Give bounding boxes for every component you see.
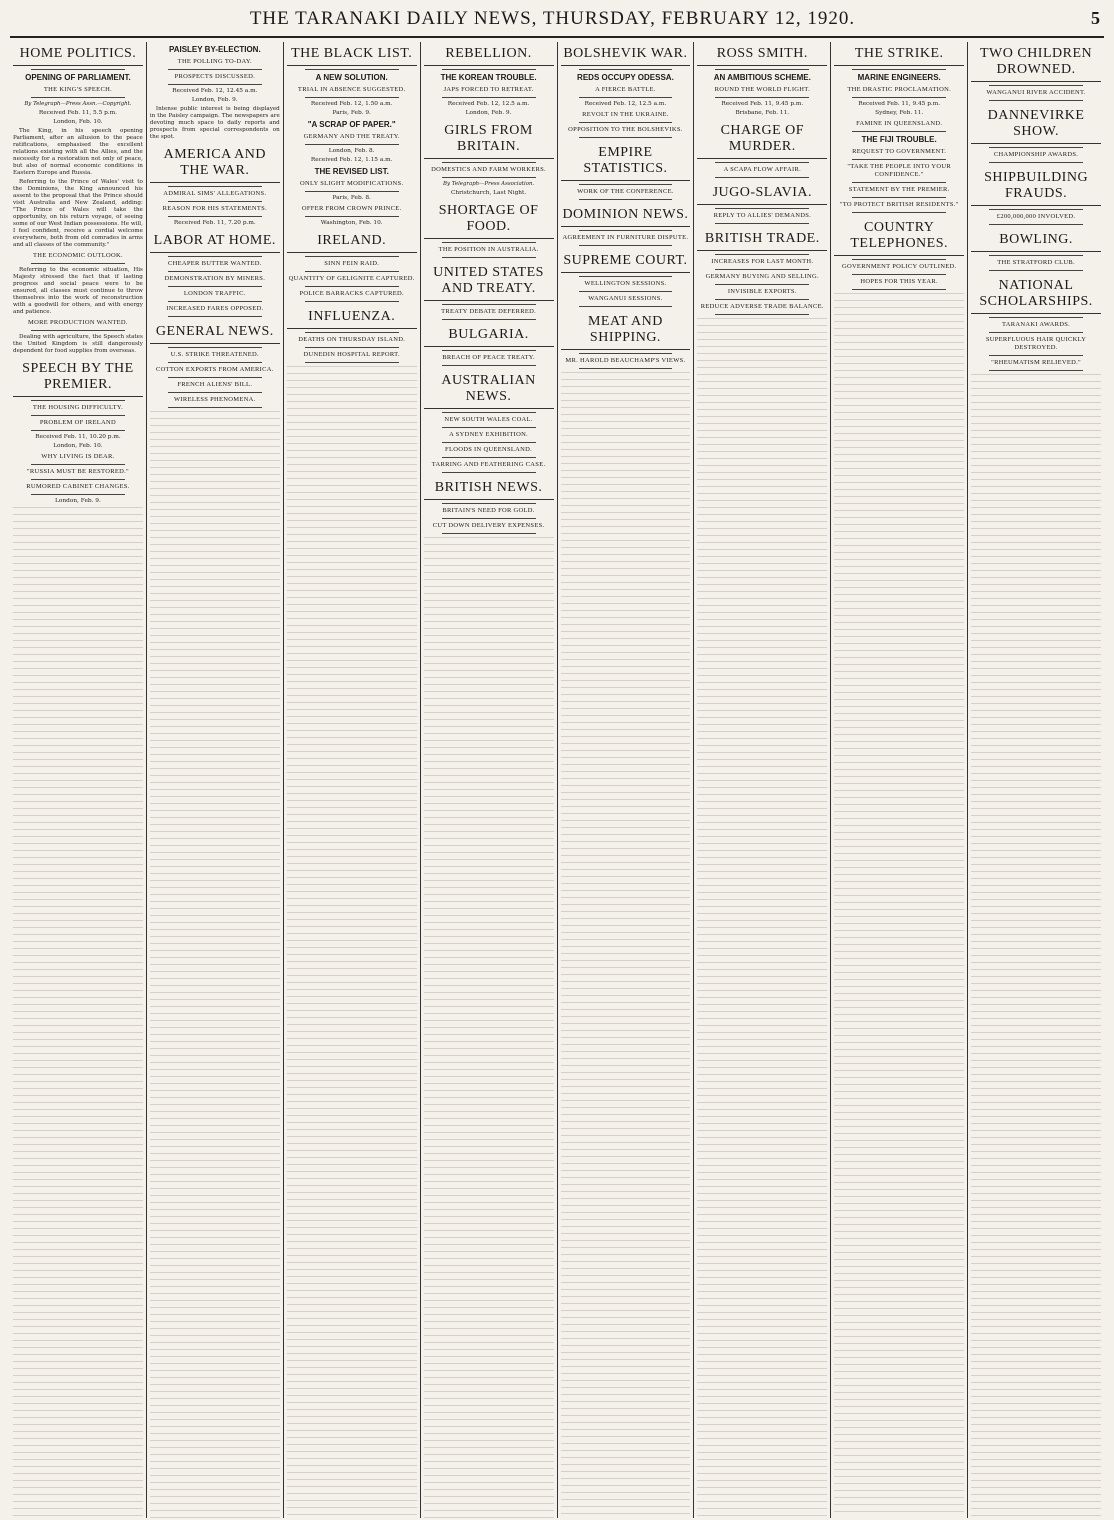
divider: [989, 370, 1083, 371]
article-dateline: Paris, Feb. 9.: [332, 110, 371, 116]
article-deck: GERMANY AND THE TREATY.: [303, 133, 400, 140]
article-paragraph: Dealing with agriculture, the Speech states the United Kingdom is still dangerously dependent for food supplies from overseas.: [13, 334, 143, 354]
article-subhead: A NEW SOLUTION.: [315, 73, 388, 82]
article-deck: OFFER FROM CROWN PRINCE.: [301, 205, 402, 212]
article-dateline: London, Feb. 9.: [465, 110, 512, 116]
column-body-text: [971, 374, 1101, 1518]
article-deck: MORE PRODUCTION WANTED.: [28, 319, 128, 326]
article-deck: WIRELESS PHENOMENA.: [174, 396, 256, 403]
article-deck: INVISIBLE EXPORTS.: [727, 288, 797, 295]
article-paragraph: Intense public interest is being displayed in the Paisley campaign. The newspapers are devoting much space to daily reports and prospects from special correspondents on the spot.: [149, 106, 280, 140]
article-deck: TARANAKI AWARDS.: [1002, 321, 1071, 328]
article-deck: REQUEST TO GOVERNMENT.: [852, 148, 947, 155]
divider: [31, 400, 125, 401]
divider: [989, 147, 1083, 148]
divider: [305, 286, 399, 287]
divider: [442, 350, 536, 351]
article-dateline: Washington, Feb. 10.: [320, 220, 383, 226]
divider: [168, 84, 262, 85]
article-deck: REVOLT IN THE UKRAINE.: [582, 111, 669, 118]
article-deck: TRIAL IN ABSENCE SUGGESTED.: [297, 86, 406, 93]
divider: [579, 306, 673, 307]
divider: [579, 184, 673, 185]
article-subhead: PAISLEY BY-ELECTION.: [168, 45, 261, 54]
divider: [852, 274, 946, 275]
divider: [579, 245, 673, 246]
divider: [305, 69, 399, 70]
divider: [305, 301, 399, 302]
divider: [715, 314, 809, 315]
article-deck: BRITAIN'S NEED FOR GOLD.: [442, 507, 535, 514]
article-deck: AGREEMENT IN FURNITURE DISPUTE.: [562, 234, 689, 241]
page-number: 5: [1091, 8, 1100, 28]
column-7: [831, 42, 968, 1518]
article-headline: GENERAL NEWS.: [150, 320, 280, 344]
article-deck: POLICE BARRACKS CAPTURED.: [299, 290, 404, 297]
article-deck: THE POSITION IN AUSTRALIA.: [438, 246, 539, 253]
article-headline: GIRLS FROM BRITAIN.: [424, 119, 554, 159]
divider: [31, 494, 125, 495]
divider: [168, 256, 262, 257]
article-deck: "RHEUMATISM RELIEVED.": [991, 359, 1082, 366]
column-body-text: [424, 537, 554, 1518]
article-headline: ROSS SMITH.: [697, 42, 827, 66]
divider: [442, 69, 536, 70]
column-3: [284, 42, 421, 1518]
divider: [442, 412, 536, 413]
divider: [852, 159, 946, 160]
article-dateline: Christchurch, Last Night.: [450, 190, 527, 196]
column-body-text: [697, 318, 827, 1518]
article-headline: SUPREME COURT.: [561, 249, 691, 273]
article-dateline: Received Feb. 12, 1.15 a.m.: [310, 157, 393, 163]
article-deck: DEATHS ON THURSDAY ISLAND.: [298, 336, 406, 343]
divider: [579, 230, 673, 231]
divider: [989, 255, 1083, 256]
article-headline: SHIPBUILDING FRAUDS.: [971, 166, 1101, 206]
divider: [442, 503, 536, 504]
article-headline: COUNTRY TELEPHONES.: [834, 216, 964, 256]
article-dateline: Sydney, Feb. 11.: [875, 110, 924, 116]
divider: [579, 368, 673, 369]
article-headline: BOWLING.: [971, 228, 1101, 252]
article-deck: U.S. STRIKE THREATENED.: [170, 351, 259, 358]
article-deck: CHEAPER BUTTER WANTED.: [167, 260, 262, 267]
article-deck: STATEMENT BY THE PREMIER.: [848, 186, 950, 193]
article-deck: GERMANY BUYING AND SELLING.: [705, 273, 819, 280]
divider: [168, 216, 262, 217]
article-deck: RUMORED CABINET CHANGES.: [26, 483, 130, 490]
divider: [442, 162, 536, 163]
article-headline: BRITISH TRADE.: [697, 227, 827, 251]
article-deck: PROSPECTS DISCUSSED.: [174, 73, 256, 80]
article-headline: MEAT AND SHIPPING.: [561, 310, 691, 350]
divider: [305, 144, 399, 145]
article-deck: DEMONSTRATION BY MINERS.: [164, 275, 266, 282]
divider: [31, 97, 125, 98]
divider: [168, 201, 262, 202]
article-subhead: THE FIJI TROUBLE.: [861, 135, 937, 144]
article-dateline: Received Feb. 12, 12.5 a.m.: [447, 101, 530, 107]
article-deck: WELLINGTON SESSIONS.: [584, 280, 667, 287]
article-deck: ROUND THE WORLD FLIGHT.: [714, 86, 810, 93]
divider: [989, 100, 1083, 101]
divider: [715, 223, 809, 224]
article-deck: NEW SOUTH WALES COAL.: [444, 416, 533, 423]
article-paragraph: Referring to the economic situation, His Majesty stressed the fact that if lasting progress and social peace were to be ensured, all classes must continue to throw themselves into the work of reconstruction with a goodwill for others, and with energy and patience.: [13, 267, 143, 315]
column-body-text: [834, 293, 964, 1518]
divider: [305, 97, 399, 98]
divider: [989, 209, 1083, 210]
article-deck: COTTON EXPORTS FROM AMERICA.: [155, 366, 274, 373]
article-deck: A SCAPA FLOW AFFAIR.: [723, 166, 802, 173]
divider: [442, 427, 536, 428]
column-6: [694, 42, 831, 1518]
divider: [852, 259, 946, 260]
divider: [989, 332, 1083, 333]
article-deck: THE KING'S SPEECH.: [43, 86, 113, 93]
article-headline: AUSTRALIAN NEWS.: [424, 369, 554, 409]
article-deck: ONLY SLIGHT MODIFICATIONS.: [299, 180, 404, 187]
article-deck: "TO PROTECT BRITISH RESIDENTS.": [839, 201, 959, 208]
article-deck: HOPES FOR THIS YEAR.: [860, 278, 938, 285]
divider: [579, 291, 673, 292]
divider: [31, 263, 125, 264]
divider: [715, 208, 809, 209]
divider: [305, 191, 399, 192]
article-deck: THE POLLING TO-DAY.: [177, 58, 252, 65]
article-headline: LABOR AT HOME.: [150, 229, 280, 253]
column-2: [147, 42, 284, 1518]
columns: [10, 42, 1104, 1518]
article-deck: REASON FOR HIS STATEMENTS.: [162, 205, 268, 212]
divider: [305, 271, 399, 272]
column-body-text: [561, 372, 691, 1518]
divider: [442, 257, 536, 258]
divider: [579, 353, 673, 354]
article-deck: JAPS FORCED TO RETREAT.: [443, 86, 534, 93]
article-deck: LONDON TRAFFIC.: [183, 290, 246, 297]
article-credit: By Telegraph—Press Association.: [442, 181, 535, 187]
divider: [442, 457, 536, 458]
article-deck: WHY LIVING IS DEAR.: [41, 453, 115, 460]
divider: [989, 317, 1083, 318]
article-dateline: Received Feb. 12, 1.50 a.m.: [310, 101, 393, 107]
article-subhead: MARINE ENGINEERS.: [857, 73, 941, 82]
divider: [442, 518, 536, 519]
article-deck: THE DRASTIC PROCLAMATION.: [847, 86, 952, 93]
divider: [442, 242, 536, 243]
divider: [579, 137, 673, 138]
divider: [442, 442, 536, 443]
article-deck: WANGANUI RIVER ACCIDENT.: [986, 89, 1086, 96]
article-deck: GOVERNMENT POLICY OUTLINED.: [841, 263, 957, 270]
article-dateline: Received Feb. 12, 12.5 a.m.: [584, 101, 667, 107]
article-deck: £200,000,000 INVOLVED.: [996, 213, 1076, 220]
divider: [579, 69, 673, 70]
article-headline: THE STRIKE.: [834, 42, 964, 66]
divider: [442, 177, 536, 178]
article-subhead: THE KOREAN TROUBLE.: [440, 73, 537, 82]
article-paragraph: The King, in his speech opening Parliament, after an allusion to the peace ratifications, emphasised the excellent relations existing with all the Allies, and the necessity for a restoration not only of peace, but also of normal economic conditions in Eastern Europe and Russia.: [13, 128, 143, 176]
article-paragraph: Referring to the Prince of Wales' visit to the Dominions, the King announced his assent to the proposal that the Prince should visit Australia and New Zealand, adding: "The Prince of Wales will take the opportunity, on his return voyage, of seeing some of our West Indian possessions. He will, I feel confident, receive a cordial welcome everywhere, both from old comrades in arms and all classes of the community.": [13, 179, 143, 248]
divider: [31, 464, 125, 465]
article-deck: INCREASES FOR LAST MONTH.: [711, 258, 814, 265]
divider: [989, 355, 1083, 356]
divider: [442, 472, 536, 473]
divider: [168, 347, 262, 348]
divider: [168, 316, 262, 317]
masthead: [10, 8, 1104, 38]
divider: [168, 69, 262, 70]
divider: [989, 162, 1083, 163]
article-deck: THE STRATFORD CLUB.: [997, 259, 1075, 266]
column-4: [421, 42, 558, 1518]
article-deck: FRENCH ALIENS' BILL.: [177, 381, 253, 388]
article-subhead: OPENING OF PARLIAMENT.: [25, 73, 131, 82]
article-headline: NATIONAL SCHOLARSHIPS.: [971, 274, 1101, 314]
article-dateline: London, Feb. 8.: [328, 148, 375, 154]
divider: [715, 69, 809, 70]
divider: [852, 97, 946, 98]
divider: [168, 271, 262, 272]
article-headline: JUGO-SLAVIA.: [697, 181, 827, 205]
article-deck: WANGANUI SESSIONS.: [588, 295, 663, 302]
article-deck: SINN FEIN RAID.: [324, 260, 380, 267]
divider: [989, 270, 1083, 271]
divider: [852, 69, 946, 70]
divider: [168, 286, 262, 287]
article-deck: QUANTITY OF GELIGNITE CAPTURED.: [288, 275, 415, 282]
divider: [442, 319, 536, 320]
article-deck: "RUSSIA MUST BE RESTORED.": [26, 468, 129, 475]
divider: [715, 177, 809, 178]
article-deck: CUT DOWN DELIVERY EXPENSES.: [432, 522, 545, 529]
divider: [168, 407, 262, 408]
article-deck: INCREASED FARES OPPOSED.: [166, 305, 264, 312]
divider: [989, 85, 1083, 86]
article-headline: EMPIRE STATISTICS.: [561, 141, 691, 181]
article-deck: "TAKE THE PEOPLE INTO YOUR CONFIDENCE.": [847, 163, 952, 178]
article-deck: PROBLEM OF IRELAND: [39, 419, 117, 426]
divider: [31, 430, 125, 431]
article-deck: TARRING AND FEATHERING CASE.: [431, 461, 546, 468]
divider: [31, 415, 125, 416]
masthead-title: THE TARANAKI DAILY NEWS, THURSDAY, FEBRUARY 12, 1920.: [249, 8, 856, 29]
article-deck: A FIERCE BATTLE.: [595, 86, 656, 93]
article-subhead: "A SCRAP OF PAPER.": [307, 120, 396, 129]
article-deck: BREACH OF PEACE TREATY.: [442, 354, 535, 361]
article-deck: TREATY DEBATE DEFERRED.: [441, 308, 537, 315]
article-headline: AMERICA AND THE WAR.: [150, 143, 280, 183]
divider: [305, 347, 399, 348]
divider: [31, 330, 125, 331]
divider: [579, 122, 673, 123]
article-deck: THE ECONOMIC OUTLOOK.: [32, 252, 123, 259]
article-deck: CHAMPIONSHIP AWARDS.: [993, 151, 1079, 158]
divider: [715, 162, 809, 163]
divider: [715, 254, 809, 255]
divider: [852, 131, 946, 132]
article-deck: FLOODS IN QUEENSLAND.: [445, 446, 533, 453]
divider: [715, 284, 809, 285]
article-headline: UNITED STATES AND TREATY.: [424, 261, 554, 301]
article-headline: SPEECH BY THE PREMIER.: [13, 357, 143, 397]
divider: [168, 392, 262, 393]
column-1: [10, 42, 147, 1518]
article-dateline: Paris, Feb. 8.: [332, 195, 371, 201]
divider: [305, 256, 399, 257]
divider: [442, 365, 536, 366]
article-subhead: THE REVISED LIST.: [314, 167, 389, 176]
article-deck: REPLY TO ALLIES' DEMANDS.: [713, 212, 812, 219]
article-headline: DANNEVIRKE SHOW.: [971, 104, 1101, 144]
article-deck: ADMIRAL SIMS' ALLEGATIONS.: [163, 190, 267, 197]
article-headline: REBELLION.: [424, 42, 554, 66]
divider: [168, 377, 262, 378]
article-dateline: Received Feb. 12, 12.45 a.m.: [172, 88, 258, 94]
article-deck: FAMINE IN QUEENSLAND.: [856, 120, 943, 127]
article-deck: SUPERFLUOUS HAIR QUICKLY DESTROYED.: [985, 336, 1087, 351]
divider: [579, 199, 673, 200]
article-dateline: London, Feb. 10.: [53, 443, 103, 449]
divider: [442, 304, 536, 305]
divider: [989, 224, 1083, 225]
divider: [305, 332, 399, 333]
divider: [305, 362, 399, 363]
divider: [168, 362, 262, 363]
article-deck: THE HOUSING DIFFICULTY.: [32, 404, 124, 411]
article-headline: SHORTAGE OF FOOD.: [424, 199, 554, 239]
divider: [442, 533, 536, 534]
article-headline: CHARGE OF MURDER.: [697, 119, 827, 159]
article-headline: DOMINION NEWS.: [561, 203, 691, 227]
divider: [168, 301, 262, 302]
divider: [852, 197, 946, 198]
column-body-text: [150, 411, 280, 1518]
article-headline: HOME POLITICS.: [13, 42, 143, 66]
divider: [852, 212, 946, 213]
article-headline: BOLSHEVIK WAR.: [561, 42, 691, 66]
column-8: [968, 42, 1104, 1518]
column-5: [558, 42, 695, 1518]
article-deck: OPPOSITION TO THE BOLSHEVIKS.: [568, 126, 683, 133]
divider: [715, 299, 809, 300]
divider: [852, 182, 946, 183]
divider: [852, 289, 946, 290]
article-headline: THE BLACK LIST.: [287, 42, 417, 66]
article-dateline: Brisbane, Feb. 11.: [735, 110, 790, 116]
article-headline: BULGARIA.: [424, 323, 554, 347]
article-deck: REDUCE ADVERSE TRADE BALANCE.: [700, 303, 824, 310]
divider: [579, 276, 673, 277]
article-headline: BRITISH NEWS.: [424, 476, 554, 500]
article-credit: By Telegraph—Press Assn.—Copyright.: [24, 101, 132, 107]
divider: [442, 97, 536, 98]
article-dateline: Received Feb. 11, 10.20 p.m.: [35, 434, 121, 440]
article-dateline: Received Feb. 11, 9.45 p.m.: [721, 101, 804, 107]
article-dateline: London, Feb. 10.: [53, 119, 103, 125]
article-dateline: Received Feb. 11, 9.45 p.m.: [858, 101, 941, 107]
divider: [31, 479, 125, 480]
article-deck: A SYDNEY EXHIBITION.: [449, 431, 528, 438]
divider: [31, 69, 125, 70]
divider: [305, 216, 399, 217]
article-deck: DOMESTICS AND FARM WORKERS.: [431, 166, 546, 173]
article-headline: IRELAND.: [287, 229, 417, 253]
divider: [579, 97, 673, 98]
article-dateline: Received Feb. 11, 5.5 p.m.: [38, 110, 117, 116]
article-deck: MR. HAROLD BEAUCHAMP'S VIEWS.: [565, 357, 686, 364]
column-body-text: [13, 507, 143, 1518]
divider: [715, 269, 809, 270]
article-dateline: London, Feb. 9.: [191, 97, 238, 103]
article-dateline: London, Feb. 9.: [55, 498, 101, 504]
divider: [168, 186, 262, 187]
divider: [715, 97, 809, 98]
article-subhead: AN AMBITIOUS SCHEME.: [713, 73, 811, 82]
article-dateline: Received Feb. 11, 7.20 p.m.: [173, 220, 256, 226]
column-body-text: [287, 366, 417, 1518]
article-headline: TWO CHILDREN DROWNED.: [971, 42, 1101, 82]
article-deck: DUNEDIN HOSPITAL REPORT.: [303, 351, 400, 358]
article-deck: WORK OF THE CONFERENCE.: [577, 188, 674, 195]
article-subhead: REDS OCCUPY ODESSA.: [577, 73, 674, 82]
article-headline: INFLUENZA.: [287, 305, 417, 329]
